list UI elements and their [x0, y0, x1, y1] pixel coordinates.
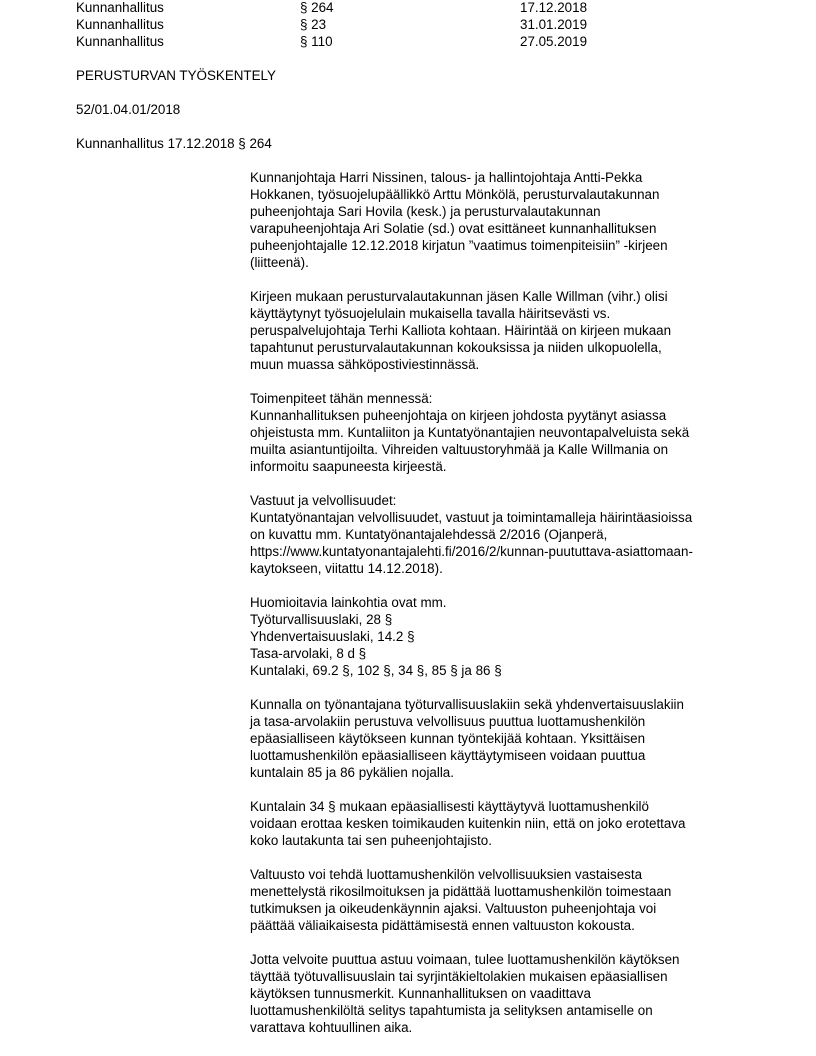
header-body: Kunnanhallitus: [76, 0, 164, 15]
paragraph-line: Kunnalla on työnantajana työturvallisuuslakiin sekä yhdenvertaisuuslakiin: [250, 697, 684, 712]
paragraph-line: Kuntalain 34 § mukaan epäasiallisesti käyttäytyvä luottamushenkilö: [250, 799, 649, 814]
paragraph-line: luottamushenkilön epäasialliseen käyttäytymiseen voidaan puuttua: [250, 748, 646, 763]
paragraph-line: puheenjohtaja Sari Hovila (kesk.) ja perusturvalautakunnan: [250, 204, 601, 219]
paragraph-line: Toimenpiteet tähän mennessä:: [250, 391, 433, 406]
paragraph-line: muun muassa sähköpostiviestinnässä.: [250, 357, 480, 372]
paragraph-line: Kirjeen mukaan perusturvalautakunnan jäsen Kalle Willman (vihr.) olisi: [250, 289, 668, 304]
paragraph: [250, 866, 740, 934]
paragraph-line: koko lautakunta tai sen puheenjohtajisto.: [250, 833, 492, 848]
paragraph-line: luottamushenkilöltä selitys tapahtumista ja selityksen antamiselle on: [250, 1003, 653, 1018]
header-row: [76, 0, 776, 16]
paragraph-line: Huomioitavia lainkohtia ovat mm.: [250, 595, 447, 610]
header-date: 17.12.2018: [520, 0, 588, 15]
document-heading: PERUSTURVAN TYÖSKENTELY: [76, 68, 276, 83]
paragraph: [250, 798, 740, 849]
paragraph-line: Yhdenvertaisuuslaki, 14.2 §: [250, 629, 415, 644]
paragraph-line: käyttäytynyt työsuojelulain mukaisella tavalla häiritsevästi vs.: [250, 306, 611, 321]
paragraph-line: on kuvattu mm. Kuntatyönantajalehdessä 2/2016 (Ojanperä,: [250, 527, 608, 542]
paragraph-line: (liitteenä).: [250, 255, 309, 270]
paragraph: [250, 390, 740, 475]
paragraph-line: kuntalain 85 ja 86 pykälien nojalla.: [250, 765, 454, 780]
header-date: 27.05.2019: [520, 34, 588, 49]
paragraph-line: Valtuusto voi tehdä luottamushenkilön velvollisuuksien vastaisesta: [250, 867, 643, 882]
paragraph-line: Työturvallisuuslaki, 28 §: [250, 612, 393, 627]
header-body: Kunnanhallitus: [76, 17, 164, 32]
paragraph-line: Kunnanjohtaja Harri Nissinen, talous- ja hallintojohtaja Antti-Pekka: [250, 170, 643, 185]
paragraph-line: ohjeistusta mm. Kuntaliiton ja Kuntatyönantajien neuvontapalveluista sekä: [250, 425, 690, 440]
header-date: 31.01.2019: [520, 17, 588, 32]
paragraph-line: Kuntatyönantajan velvollisuudet, vastuut ja toimintamalleja häirintäasioissa: [250, 510, 693, 525]
paragraph-line: Tasa-arvolaki, 8 d §: [250, 646, 367, 661]
paragraph: [250, 492, 740, 577]
paragraph-line: Hokkanen, työsuojelupäällikkö Arttu Mönkölä, perusturvalautakunnan: [250, 187, 660, 202]
paragraph-line: Jotta velvoite puuttua astuu voimaan, tulee luottamushenkilön käytöksen: [250, 952, 680, 967]
paragraph-line: tapahtunut perusturvalautakunnan kokouksissa ja niiden ulkopuolella,: [250, 340, 662, 355]
paragraph-line: menettelystä rikosilmoituksen ja pidättää luottamushenkilön toimestaan: [250, 884, 672, 899]
header-row: [76, 16, 776, 33]
paragraph: [250, 951, 740, 1036]
header-section: § 264: [300, 0, 334, 15]
paragraph-line: käytöksen tunnusmerkit. Kunnanhallituksen on vaadittava: [250, 986, 591, 1001]
paragraph: [250, 288, 740, 373]
paragraph-line: https://www.kuntatyonantajalehti.fi/2016/2/kunnan-puututtava-asiattomaan-: [250, 544, 693, 559]
paragraph-line: Kuntalaki, 69.2 §, 102 §, 34 §, 85 § ja 86 §: [250, 663, 502, 678]
paragraph-line: ja tasa-arvolakiin perustuva velvollisuus puuttua luottamushenkilön: [250, 714, 646, 729]
paragraph-line: puheenjohtajalle 12.12.2018 kirjatun ”vaatimus toimenpiteisiin” -kirjeen: [250, 238, 668, 253]
paragraph-line: tutkimuksen ja oikeudenkäynnin ajaksi. Valtuuston puheenjohtaja voi: [250, 901, 657, 916]
header-section: § 23: [300, 17, 327, 32]
paragraph-line: päättää väliaikaisesta pidättämisestä ennen valtuuston kokousta.: [250, 918, 635, 933]
paragraph-line: Vastuut ja velvollisuudet:: [250, 493, 397, 508]
paragraph-line: kaytokseen, viitattu 14.12.2018).: [250, 561, 443, 576]
paragraph-line: epäasialliseen käytökseen kunnan työntekijää kohtaan. Yksittäisen: [250, 731, 646, 746]
paragraph: [250, 169, 740, 271]
paragraph-line: varattava kohtuullinen aika.: [250, 1020, 413, 1035]
header-row: [76, 33, 776, 50]
header-section: § 110: [300, 34, 333, 49]
paragraph-line: varapuheenjohtaja Ari Solatie (sd.) ovat esittäneet kunnanhallituksen: [250, 221, 657, 236]
paragraph-line: informoitu saapuneesta kirjeestä.: [250, 459, 447, 474]
paragraph: [250, 696, 740, 781]
document-body: [250, 169, 740, 1053]
paragraph-line: muilta asiantuntijoilta. Vihreiden valtuustoryhmää ja Kalle Willmania on: [250, 442, 669, 457]
paragraph-line: peruspalvelujohtaja Terhi Kalliota kohtaan. Häirintää on kirjeen mukaan: [250, 323, 672, 338]
meeting-reference: Kunnanhallitus 17.12.2018 § 264: [76, 136, 272, 151]
paragraph-line: Kunnanhallituksen puheenjohtaja on kirjeen johdosta pyytänyt asiassa: [250, 408, 667, 423]
diary-number: 52/01.04.01/2018: [76, 102, 181, 117]
paragraph: [250, 594, 740, 679]
paragraph-line: täyttää työtuvallisuuslain tai syrjintäkieltolakien mukaisen epäasiallisen: [250, 969, 668, 984]
paragraph-line: voidaan erottaa kesken toimikauden kuitenkin niin, että on joko erotettava: [250, 816, 686, 831]
header-body: Kunnanhallitus: [76, 34, 164, 49]
